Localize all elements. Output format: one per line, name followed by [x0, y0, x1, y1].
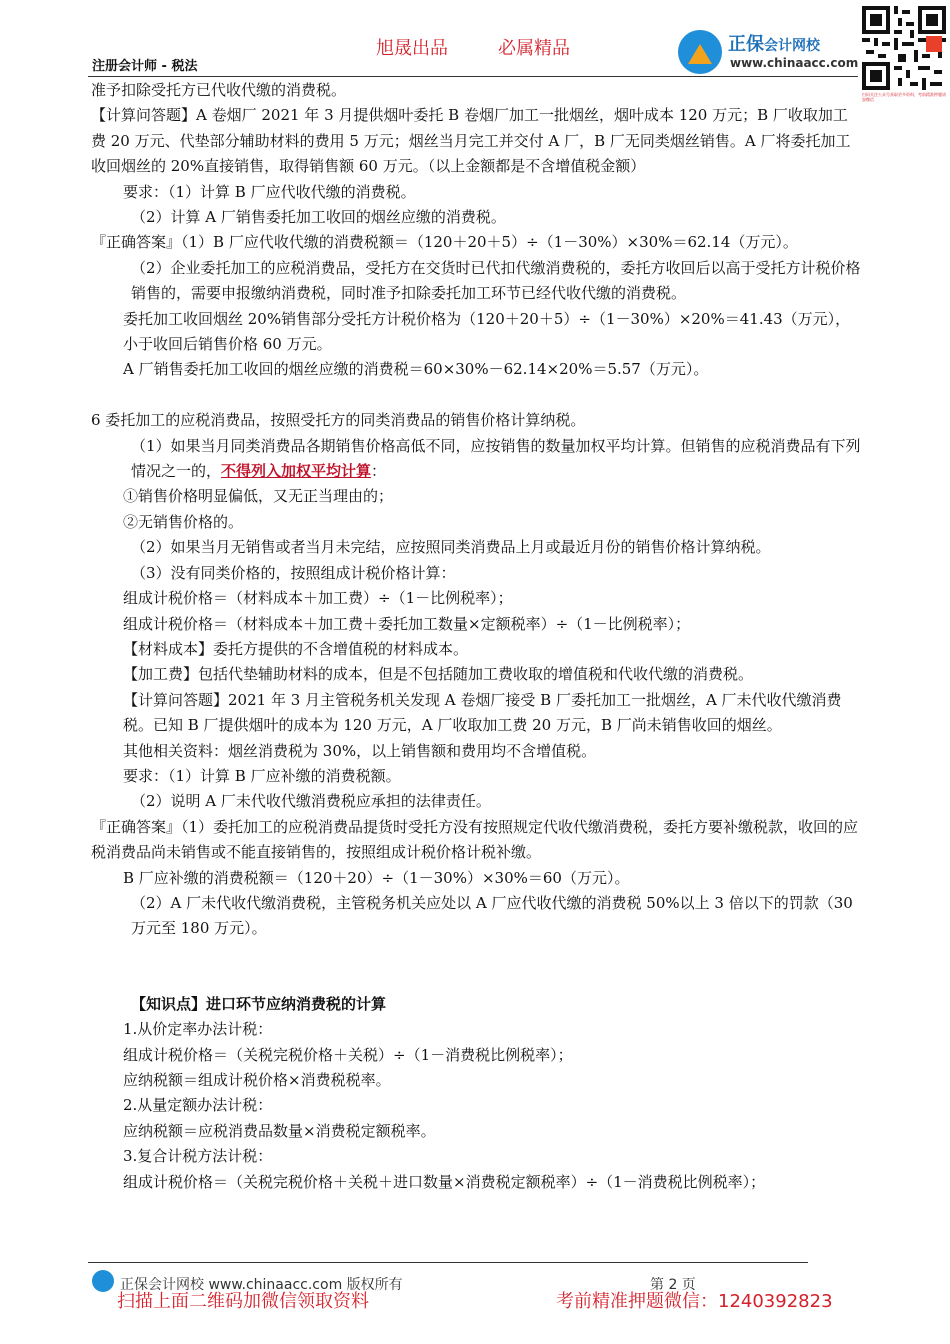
paragraph: （2）A 厂未代收代缴消费税，主管税务机关应处以 A 厂应代收代缴的消费税 50%以上 3 倍以下的罚款（30 万元至 180 万元）。: [131, 893, 853, 938]
page-number: 第 2 页: [650, 1277, 696, 1293]
footer-left-promo: 扫描上面二维码加微信领取资料: [117, 1291, 369, 1312]
paragraph: ②无销售价格的。: [123, 512, 244, 531]
paragraph-text: （1）如果当月同类消费品各期销售价格高低不同，应按销售的数量加权平均计算。但销售的应税消费品有下列情况之一的，: [131, 436, 861, 481]
footer-logo-icon: [92, 1270, 114, 1292]
qr-caption: 扫码关注公众号获取更多资料，考前精准押题请加微信: [862, 92, 946, 102]
logo-url: www.chinaacc.com: [730, 56, 859, 70]
paragraph: 【计算问答题】2021 年 3 月主管税务机关发现 A 卷烟厂接受 B 厂委托加工一批烟丝，A 厂未代收代缴消费税。已知 B 厂提供烟叶的成本为 120 万元，A 厂收取加工费 20 万元，B 厂尚未销售收回的烟丝。: [123, 690, 842, 735]
paragraph: A 厂销售委托加工收回的烟丝应缴的消费税＝60×30%－62.14×20%＝5.57（万元）。: [123, 360, 709, 379]
logo-name: 正保会计网校: [728, 34, 820, 55]
paragraph: [91, 434, 861, 485]
paragraph-text: ：: [371, 462, 387, 481]
paragraph: 『正确答案』（1）委托加工的应税消费品提货时受托方没有按照规定代收代缴消费税，委托方要补缴税款，收回的应税消费品尚未销售或不能直接销售的，按照组成计税价格计税补缴。: [91, 817, 859, 862]
paragraph: 【加工费】包括代垫辅助材料的成本，但是不包括随加工费收取的增值税和代收代缴的消费税。: [123, 665, 754, 684]
paragraph: （2）说明 A 厂未代收代缴消费税应承担的法律责任。: [131, 792, 491, 811]
footer-copyright: 正保会计网校 www.chinaacc.com 版权所有: [120, 1277, 403, 1293]
brand-left: 旭晟出品: [376, 38, 448, 59]
paragraph: 准予扣除受托方已代收代缴的消费税。: [91, 81, 347, 99]
paragraph: 组成计税价格＝（材料成本＋加工费＋委托加工数量×定额税率）÷（1－比例税率）；: [123, 614, 691, 633]
paragraph: B 厂应补缴的消费税额＝（120＋20）÷（1－30%）×30%＝60（万元）。: [123, 868, 630, 887]
paragraph: 『正确答案』（1）B 厂应代收代缴的消费税额＝（120＋20＋5）÷（1－30%）×30%＝62.14（万元）。: [91, 233, 798, 252]
paragraph: 1.从价定率办法计税：: [123, 1020, 273, 1039]
paragraph: 【计算问答题】A 卷烟厂 2021 年 3 月提供烟叶委托 B 卷烟厂加工一批烟丝，烟叶成本 120 万元；B 厂收取加工费 20 万元、代垫部分辅助材料的费用 5 万元；烟丝当月完工并交付 A 厂，B 厂无同类烟丝销售。A 厂将委托加工收回烟丝的 20%直接销售，取得销售额 60 万元。（以上金额都是不含增值税金额）: [91, 106, 851, 176]
paragraph: 应纳税额＝组成计税价格×消费税税率。: [123, 1071, 391, 1090]
paragraph: [91, 942, 861, 992]
footer-right-promo: 考前精准押题微信：1240392823: [556, 1291, 833, 1312]
chinaacc-logo: [678, 26, 858, 76]
paragraph: 组成计税价格＝（关税完税价格＋关税）÷（1－消费税比例税率）；: [123, 1045, 573, 1064]
paragraph: 【知识点】进口环节应纳消费税的计算: [131, 994, 387, 1013]
paragraph: 应纳税额＝应税消费品数量×消费税定额税率。: [123, 1121, 436, 1140]
paragraph: 6 委托加工的应税消费品，按照受托方的同类消费品的销售价格计算纳税。: [91, 411, 586, 430]
paragraph: （2）计算 A 厂销售委托加工收回的烟丝应缴的消费税。: [131, 208, 506, 227]
logo-mark-icon: [678, 30, 722, 74]
paragraph: 组成计税价格＝（材料成本＋加工费）÷（1－比例税率）；: [123, 589, 513, 608]
paragraph: （2）如果当月无销售或者当月未完结，应按照同类消费品上月或最近月份的销售价格计算纳税。: [131, 538, 771, 557]
document-body: [91, 78, 861, 1195]
paragraph: 其他相关资料：烟丝消费税为 30%，以上销售额和费用均不含增值税。: [123, 741, 597, 760]
qr-code-icon: [862, 6, 946, 90]
paragraph: [91, 383, 861, 408]
paragraph: （3）没有同类价格的，按照组成计税价格计算：: [131, 563, 456, 582]
footer-divider: [88, 1262, 808, 1263]
header-divider: [88, 76, 858, 77]
paragraph: 【材料成本】委托方提供的不含增值税的材料成本。: [123, 639, 469, 658]
paragraph: ①销售价格明显偏低，又无正当理由的；: [123, 487, 394, 506]
paragraph: 委托加工收回烟丝 20%销售部分受托方计税价格为（120＋20＋5）÷（1－30%）×20%＝41.43（万元），小于收回后销售价格 60 万元。: [123, 309, 851, 354]
highlight-exclusion-rule: 不得列入加权平均计算: [221, 462, 372, 481]
paragraph: （2）企业委托加工的应税消费品，受托方在交货时已代扣代缴消费税的，委托方收回后以高于受托方计税价格销售的，需要申报缴纳消费税，同时准予扣除委托加工环节已经代收代缴的消费税。: [131, 258, 861, 303]
paragraph: 组成计税价格＝（关税完税价格＋关税＋进口数量×消费税定额税率）÷（1－消费税比例税率）；: [123, 1172, 766, 1191]
paragraph: 2.从量定额办法计税：: [123, 1096, 273, 1115]
paragraph: 要求：（1）计算 B 厂应代收代缴的消费税。: [123, 182, 416, 201]
document-subtitle: 注册会计师 - 税法: [92, 59, 198, 74]
logo-name-small: 会计网校: [764, 38, 820, 54]
brand-right: 必属精品: [498, 38, 570, 59]
paragraph: 3.复合计税方法计税：: [123, 1147, 273, 1166]
paragraph: 要求：（1）计算 B 厂应补缴的消费税额。: [123, 766, 401, 785]
